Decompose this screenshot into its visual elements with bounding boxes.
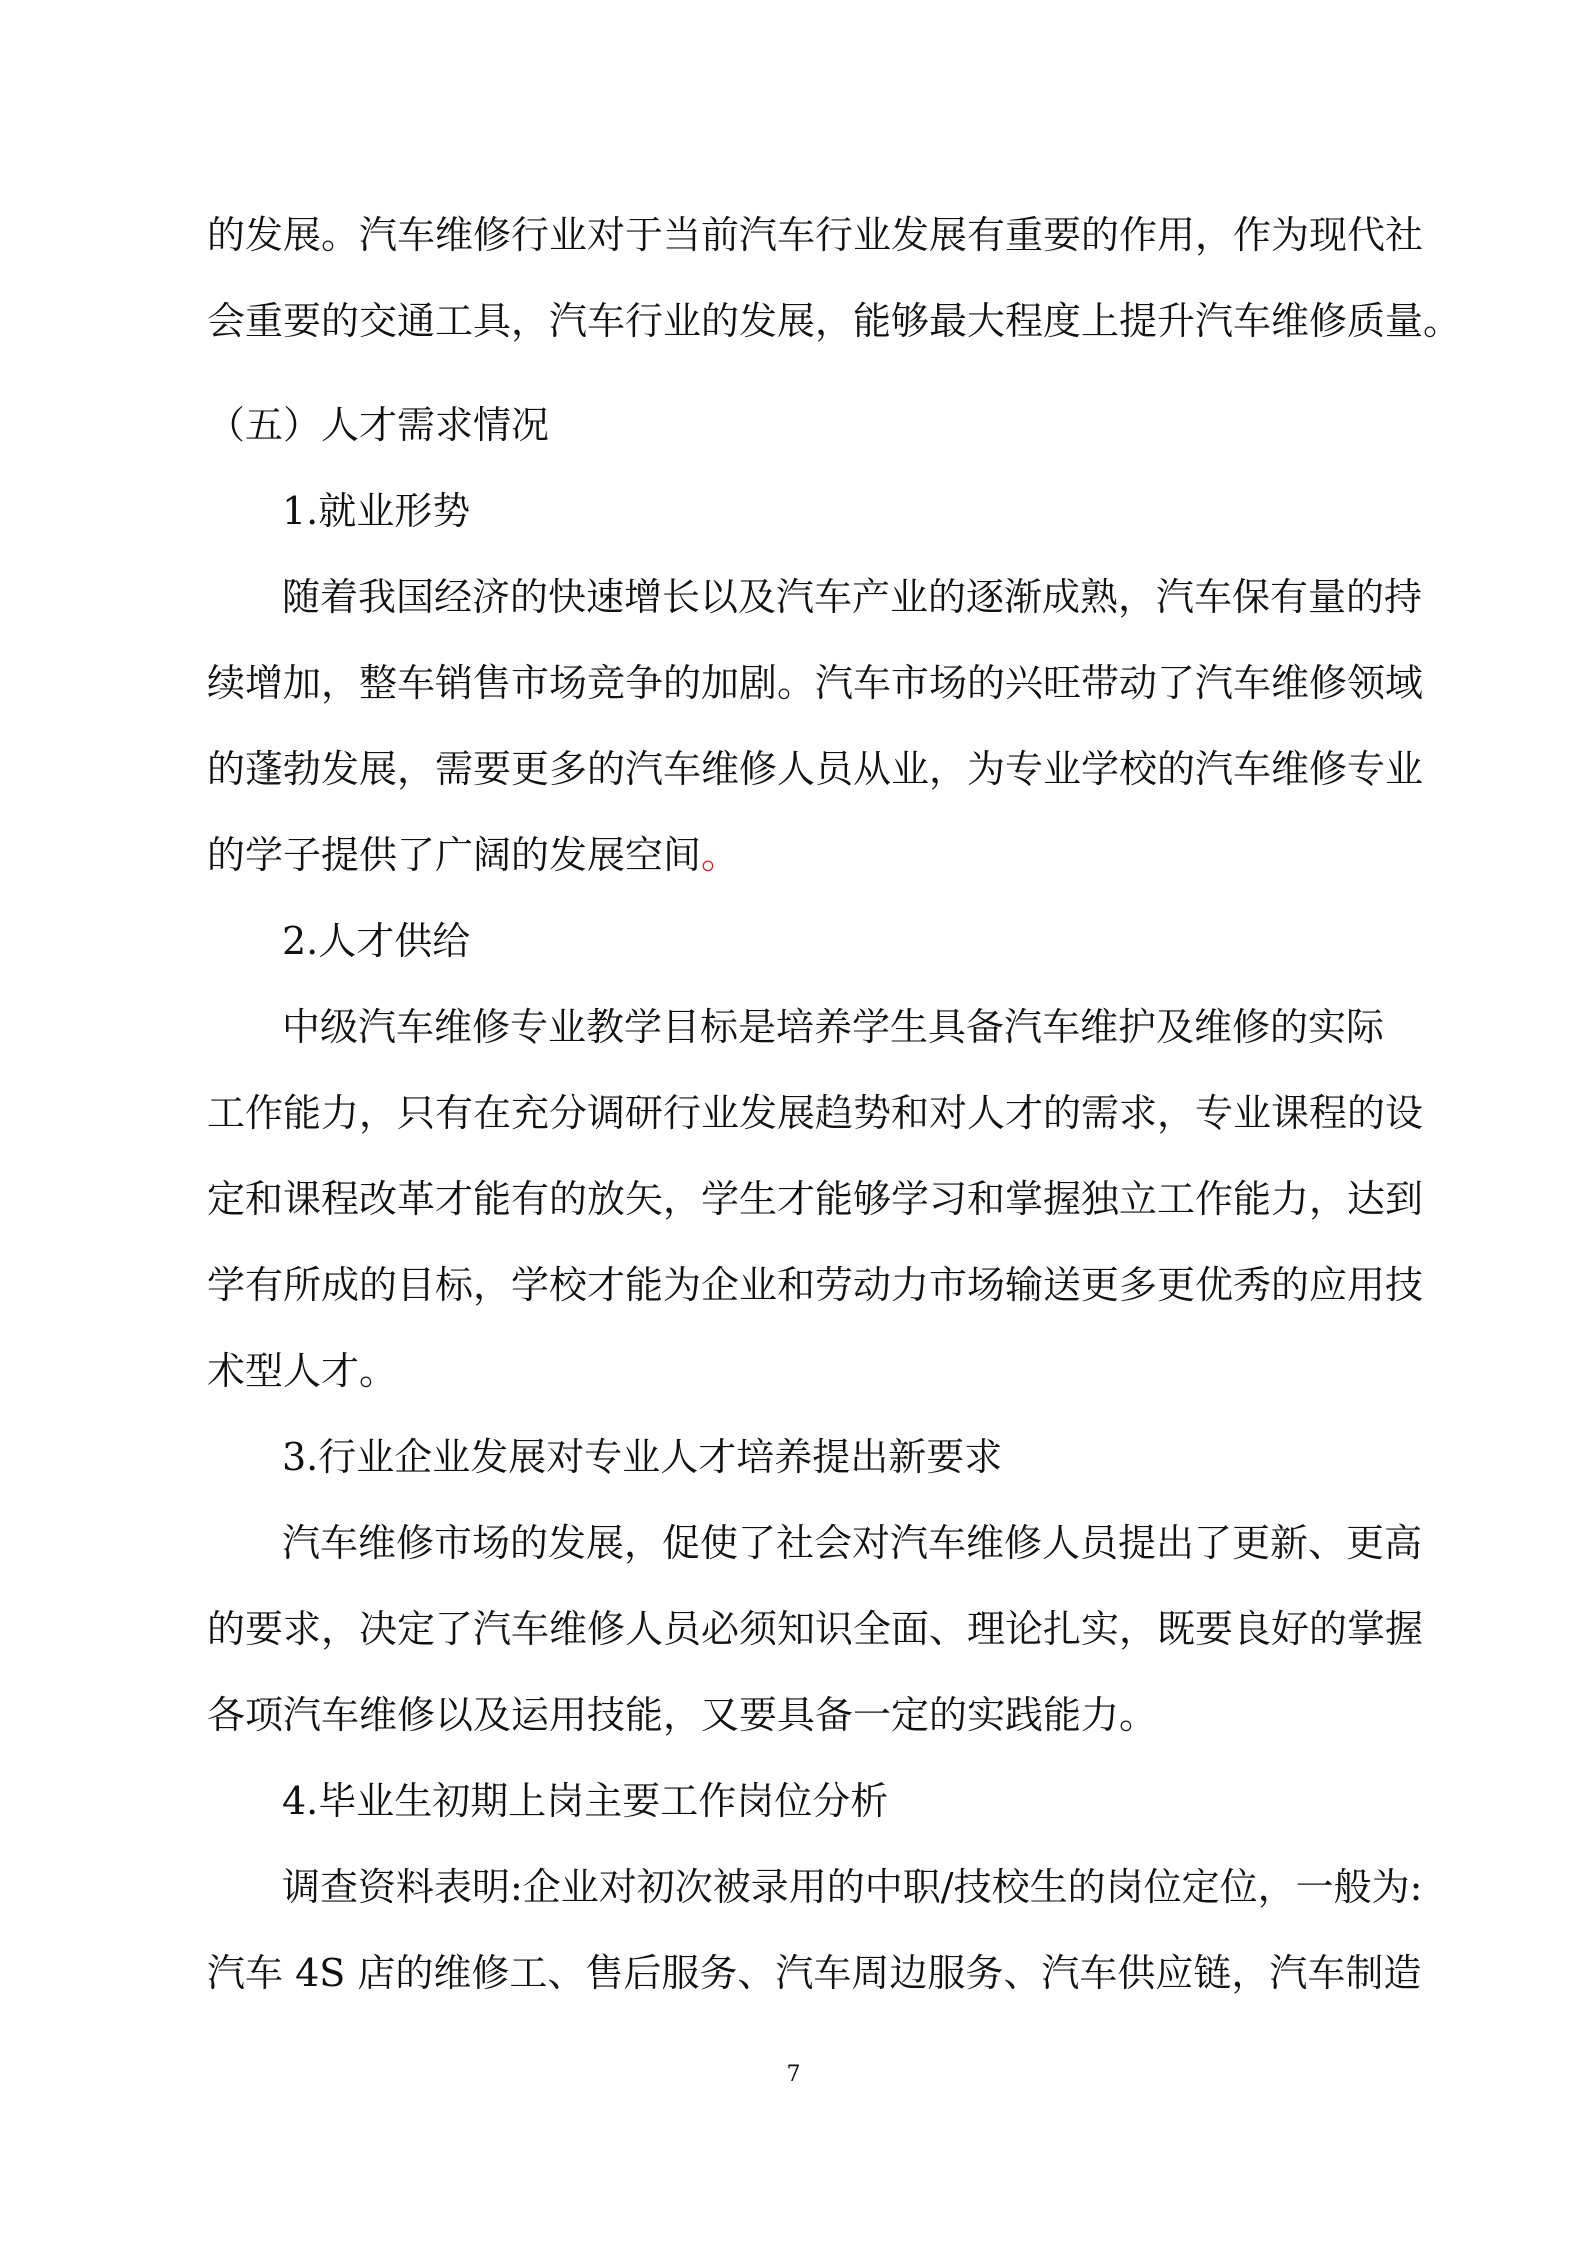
page-number: 7: [786, 2062, 801, 2087]
text-line-5: 随着我国经济的快速增长以及汽车产业的逐渐成熟，汽车保有量的持: [282, 575, 1423, 619]
text-line-14: 术型人才。: [207, 1349, 398, 1393]
text-line-1: 的发展。汽车维修行业对于当前汽车行业发展有重要的作用，作为现代社: [207, 213, 1424, 257]
text-line-10: 中级汽车维修专业教学目标是培养学生具备汽车维护及维修的实际: [282, 1005, 1385, 1049]
text-line-11: 工作能力，只有在充分调研行业发展趋势和对人才的需求，专业课程的设: [207, 1091, 1424, 1135]
text-line-18: 各项汽车维修以及运用技能，又要具备一定的实践能力。: [207, 1693, 1158, 1737]
section-heading-5: （五）人才需求情况: [207, 403, 550, 447]
subheading-4: 4.毕业生初期上岗主要工作岗位分析: [282, 1779, 889, 1823]
subheading-2: 2.人才供给: [282, 919, 471, 963]
subheading-3: 3.行业企业发展对专业人才培养提出新要求: [282, 1435, 1003, 1479]
text-line-17: 的要求，决定了汽车维修人员必须知识全面、理论扎实，既要良好的掌握: [207, 1607, 1424, 1651]
text-line-21: 汽车 4S 店的维修工、售后服务、汽车周边服务、汽车供应链，汽车制造: [207, 1951, 1422, 1995]
text-line-12: 定和课程改革才能有的放矢，学生才能够学习和掌握独立工作能力，达到: [207, 1177, 1424, 1221]
text-line-8: [207, 830, 1397, 880]
text-line-8-body: 的学子提供了广阔的发展空间: [207, 833, 702, 877]
text-line-6: 续增加，整车销售市场竞争的加剧。汽车市场的兴旺带动了汽车维修领域: [207, 661, 1424, 705]
text-line-2: 会重要的交通工具，汽车行业的发展，能够最大程度上提升汽车维修质量。: [207, 299, 1462, 343]
subheading-1: 1.就业形势: [282, 489, 471, 533]
red-period: 。: [701, 833, 740, 877]
text-line-16: 汽车维修市场的发展，促使了社会对汽车维修人员提出了更新、更高: [282, 1521, 1423, 1565]
text-line-13: 学有所成的目标，学校才能为企业和劳动力市场输送更多更优秀的应用技: [207, 1263, 1424, 1307]
text-line-20: 调查资料表明:企业对初次被录用的中职/技校生的岗位定位，一般为:: [282, 1865, 1423, 1909]
text-line-7: 的蓬勃发展，需要更多的汽车维修人员从业，为专业学校的汽车维修专业: [207, 747, 1424, 791]
